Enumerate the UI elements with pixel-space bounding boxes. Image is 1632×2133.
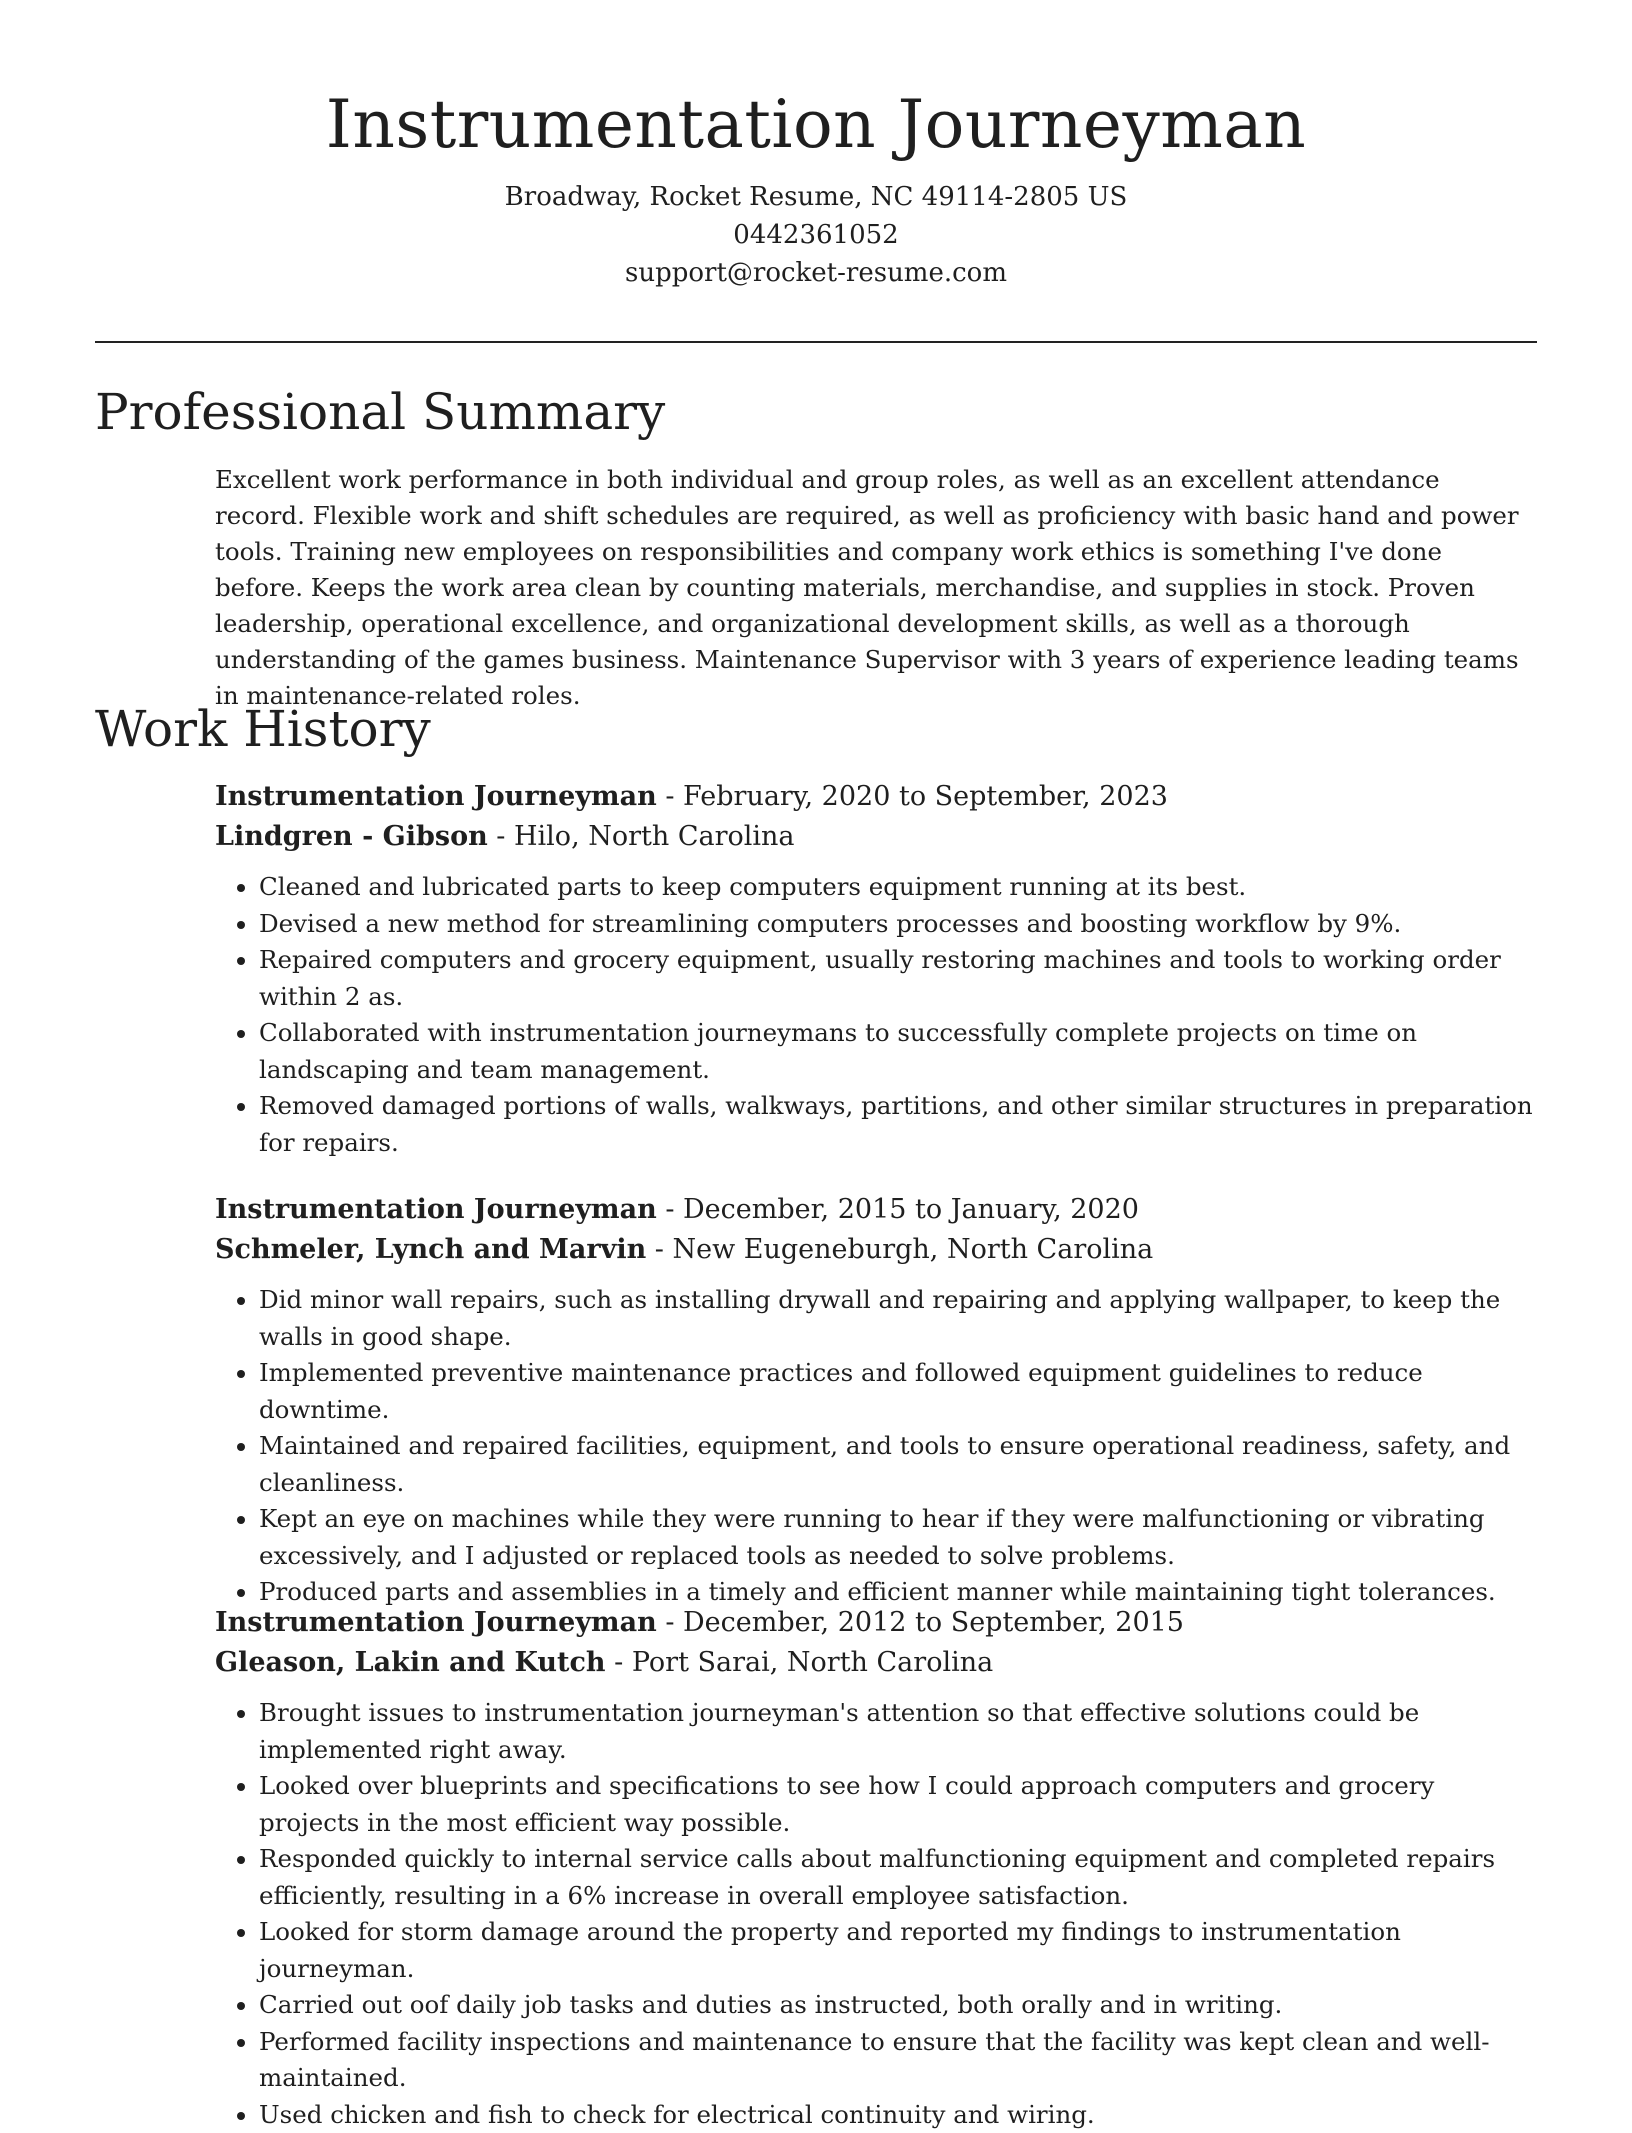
job-bullet: • Kept an eye on machines while they were running to hear if they were malfunctioning or vibrating excessively, and I adjusted or replaced tools as needed to solve problems. xyxy=(259,1501,1537,1574)
job-bullet: • Looked over blueprints and specifications to see how I could approach computers and grocery projects in the most efficient way possible. xyxy=(259,1768,1537,1841)
job-bullet: • Used chicken and fish to check for electrical continuity and wiring. xyxy=(259,2097,1537,2133)
job-location: - Port Sarai, North Carolina xyxy=(606,1647,994,1678)
contact-phone: 0442361052 xyxy=(95,216,1537,254)
job-bullet: • Devised a new method for streamlining computers processes and boosting workflow by 9%. xyxy=(259,906,1537,943)
job-title-line xyxy=(215,777,1537,817)
contact-info xyxy=(95,178,1537,292)
job-bullets xyxy=(215,1695,1537,2133)
job-dates: - December, 2015 to January, 2020 xyxy=(657,1194,1139,1225)
work-history-heading: Work History xyxy=(95,697,431,761)
job-title-line xyxy=(215,1190,1537,1230)
job-title: Instrumentation Journeyman xyxy=(215,781,657,812)
job-bullet: • Removed damaged portions of walls, walkways, partitions, and other similar structures in preparation for repairs. xyxy=(259,1088,1537,1161)
job-location: - New Eugeneburgh, North Carolina xyxy=(646,1234,1153,1265)
job-company-line xyxy=(215,1643,1537,1683)
job-bullet: • Cleaned and lubricated parts to keep computers equipment running at its best. xyxy=(259,869,1537,906)
job-entry xyxy=(215,1603,1537,2133)
summary-heading: Professional Summary xyxy=(95,380,665,444)
job-company: Lindgren - Gibson xyxy=(215,821,488,852)
job-title: Instrumentation Journeyman xyxy=(215,1607,657,1638)
job-company: Gleason, Lakin and Kutch xyxy=(215,1647,606,1678)
job-bullet: • Did minor wall repairs, such as installing drywall and repairing and applying wallpaper, to keep the walls in good shape. xyxy=(259,1282,1537,1355)
job-company-line xyxy=(215,817,1537,857)
contact-address: Broadway, Rocket Resume, NC 49114-2805 US xyxy=(95,178,1537,216)
job-bullets xyxy=(215,869,1537,1161)
job-bullet: • Performed facility inspections and maintenance to ensure that the facility was kept clean and well-maintained. xyxy=(259,2024,1537,2097)
job-bullet: • Collaborated with instrumentation journeymans to successfully complete projects on time on landscaping and team management. xyxy=(259,1015,1537,1088)
job-bullet: • Repaired computers and grocery equipment, usually restoring machines and tools to working order within 2 as. xyxy=(259,942,1537,1015)
job-bullet: • Implemented preventive maintenance practices and followed equipment guidelines to reduce downtime. xyxy=(259,1355,1537,1428)
job-bullet: • Maintained and repaired facilities, equipment, and tools to ensure operational readiness, safety, and cleanliness. xyxy=(259,1428,1537,1501)
job-entry xyxy=(215,777,1537,1161)
candidate-name: Instrumentation Journeyman xyxy=(95,80,1537,170)
job-bullet: • Responded quickly to internal service calls about malfunctioning equipment and completed repairs efficiently, resulting in a 6% increase in overall employee satisfaction. xyxy=(259,1841,1537,1914)
job-bullet: • Looked for storm damage around the property and reported my findings to instrumentation journeyman. xyxy=(259,1914,1537,1987)
contact-email: support@rocket-resume.com xyxy=(95,254,1537,292)
job-dates: - December, 2012 to September, 2015 xyxy=(657,1607,1184,1638)
job-title-line xyxy=(215,1603,1537,1643)
header-divider xyxy=(95,341,1537,343)
job-bullet: • Carried out oof daily job tasks and duties as instructed, both orally and in writing. xyxy=(259,1987,1537,2024)
job-title: Instrumentation Journeyman xyxy=(215,1194,657,1225)
job-entry xyxy=(215,1190,1537,1611)
job-bullet: • Produced parts and assemblies in a timely and efficient manner while maintaining tight tolerances. xyxy=(259,1574,1537,1611)
job-company-line xyxy=(215,1230,1537,1270)
job-bullets xyxy=(215,1282,1537,1611)
job-location: - Hilo, North Carolina xyxy=(488,821,795,852)
resume-header xyxy=(95,80,1537,292)
job-dates: - February, 2020 to September, 2023 xyxy=(657,781,1168,812)
summary-text: Excellent work performance in both individual and group roles, as well as an excellent attendance record. Flexible work and shift schedules are required, as well as proficiency with basic hand and power tools. Training new employees on responsibilities and company work ethics is something I've done before. Keeps the work area clean by counting materials, merchandise, and supplies in stock. Proven leadership, operational excellence, and organizational development skills, as well as a thorough understanding of the games business. Maintenance Supervisor with 3 years of experience leading teams in maintenance-related roles. xyxy=(215,462,1537,714)
job-bullet: • Brought issues to instrumentation journeyman's attention so that effective solutions could be implemented right away. xyxy=(259,1695,1537,1768)
job-company: Schmeler, Lynch and Marvin xyxy=(215,1234,646,1265)
